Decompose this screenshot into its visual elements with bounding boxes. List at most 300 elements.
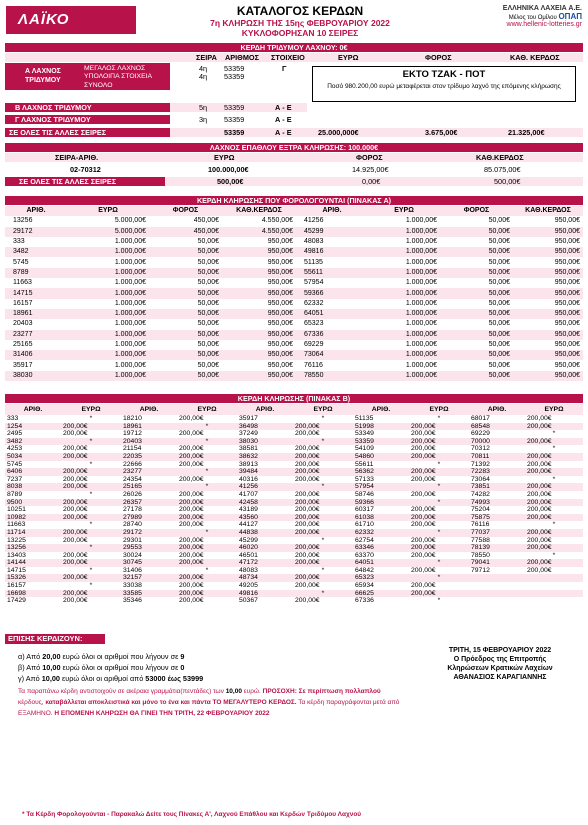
table-cell: 50,00€ <box>440 216 513 226</box>
table-cell: 51135 <box>296 257 368 267</box>
trio-bar: ΚΕΡΔΗ ΤΡΙΔΥΜΟΥ ΛΑΧΝΟΥ: 0€ <box>5 43 583 52</box>
table-cell: 17429 <box>5 597 61 605</box>
table-row <box>5 237 583 247</box>
table-cell: 75204 <box>469 506 525 514</box>
table-cell: 8789 <box>5 268 67 278</box>
table-cell: 13256 <box>5 544 61 552</box>
table-cell: * <box>293 415 353 423</box>
table-cell: 39484 <box>237 468 293 476</box>
table-cell: 200,00€ <box>525 423 583 431</box>
table-cell: 77588 <box>469 537 525 545</box>
table-cell: 200,00€ <box>61 468 121 476</box>
table-cell: 200,00€ <box>61 506 121 514</box>
table-cell: 200,00€ <box>409 552 469 560</box>
table-row <box>5 216 583 226</box>
table-cell: 4253 <box>5 445 61 453</box>
table-cell: 200,00€ <box>293 574 353 582</box>
table-cell: * <box>177 529 237 537</box>
table-cell: 21154 <box>121 445 177 453</box>
col-tax: ΦΟΡΟΣ <box>425 53 452 62</box>
a-series: 4η <box>199 64 208 73</box>
table-row <box>5 278 583 288</box>
table-cell: 41256 <box>296 216 368 226</box>
line-text: α) Από <box>18 652 43 661</box>
table-cell <box>525 590 583 598</box>
table-cell: 200,00€ <box>525 461 583 469</box>
table-cell: 1254 <box>5 423 61 431</box>
table-cell: 29301 <box>121 537 177 545</box>
table-cell: 33038 <box>121 582 177 590</box>
tableB-col: ΕΥΡΩ <box>409 404 469 415</box>
table-cell: 950,00€ <box>222 299 296 309</box>
table-row <box>5 268 583 278</box>
table-row <box>5 521 583 529</box>
tableB-col: ΕΥΡΩ <box>293 404 353 415</box>
table-cell: 68017 <box>469 415 525 423</box>
table-cell: 200,00€ <box>177 559 237 567</box>
table-cell: 200,00€ <box>61 453 121 461</box>
table-cell: 200,00€ <box>177 521 237 529</box>
table-cell: 950,00€ <box>513 299 583 309</box>
table-cell: 44127 <box>237 521 293 529</box>
note-text: Τα παραπάνω κέρδη αντιστοιχούν σε ακέραια γραμμάτια(πεντάδες) των <box>18 688 226 695</box>
table-cell: 11663 <box>5 521 61 529</box>
table-cell: 11714 <box>5 529 61 537</box>
table-cell: 1.000,00€ <box>368 257 440 267</box>
line-amount: 20,00 <box>42 652 61 661</box>
table-cell: 1.000,00€ <box>368 319 440 329</box>
table-cell: 1.000,00€ <box>368 299 440 309</box>
table-cell: 200,00€ <box>525 544 583 552</box>
table-cell: * <box>409 597 469 605</box>
table-cell: 62332 <box>353 529 409 537</box>
table-cell: 18961 <box>121 423 177 431</box>
table-cell: 13256 <box>5 216 67 226</box>
extra-col: ΕΥΡΩ <box>214 153 235 162</box>
table-cell: 50,00€ <box>440 227 513 237</box>
table-cell: 200,00€ <box>409 521 469 529</box>
tableB <box>5 404 583 605</box>
table-cell: 25165 <box>121 483 177 491</box>
table-cell: * <box>61 461 121 469</box>
table-cell: 450,00€ <box>149 227 222 237</box>
table-cell: 10251 <box>5 506 61 514</box>
table-row <box>5 445 583 453</box>
table-cell: 29172 <box>121 529 177 537</box>
table-row <box>5 360 583 370</box>
table-cell: 200,00€ <box>293 453 353 461</box>
table-cell: 50,00€ <box>149 319 222 329</box>
table-cell: * <box>61 491 121 499</box>
also-line <box>18 652 184 661</box>
table-cell: 5.000,00€ <box>67 216 149 226</box>
table-cell: 950,00€ <box>513 268 583 278</box>
table-cell: 50,00€ <box>149 350 222 360</box>
line-text: ευρώ όλοι οι αριθμοί που λήγουν σε <box>60 652 181 661</box>
table-cell: 69229 <box>469 430 525 438</box>
table-cell: 57954 <box>296 278 368 288</box>
table-cell: 46501 <box>237 552 293 560</box>
table-cell: 1.000,00€ <box>368 237 440 247</box>
table-cell: * <box>409 461 469 469</box>
table-cell: 49816 <box>237 590 293 598</box>
table-cell: * <box>61 415 121 423</box>
table-cell: 7237 <box>5 476 61 484</box>
table-cell: 19712 <box>121 430 177 438</box>
tableA-col: ΦΟΡΟΣ <box>440 206 513 216</box>
line-amount: 10,00 <box>42 663 61 672</box>
table-cell: 64051 <box>296 309 368 319</box>
trio-b-label: Β ΛΑΧΝΟΣ ΤΡΙΔΥΜΟΥ <box>5 103 170 112</box>
table-cell: 50,00€ <box>149 237 222 247</box>
table-cell: 33585 <box>121 590 177 598</box>
table-cell: 1.000,00€ <box>368 278 440 288</box>
tableA-col: ΕΥΡΩ <box>67 206 149 216</box>
table-cell: 950,00€ <box>222 288 296 298</box>
table-cell: 950,00€ <box>222 278 296 288</box>
table-cell: 950,00€ <box>513 288 583 298</box>
table-cell: 38030 <box>5 371 67 381</box>
trio-all-label: ΣΕ ΟΛΕΣ ΤΙΣ ΑΛΛΕΣ ΣΕΙΡΕΣ <box>5 128 170 137</box>
table-cell: * <box>525 552 583 560</box>
table-cell: 47172 <box>237 559 293 567</box>
table-cell: 950,00€ <box>513 237 583 247</box>
table-cell: 16157 <box>5 299 67 309</box>
table-cell: 950,00€ <box>513 371 583 381</box>
table-cell: 57954 <box>353 483 409 491</box>
table-cell: 950,00€ <box>222 360 296 370</box>
trio-c-label: Γ ΛΑΧΝΟΣ ΤΡΙΔΥΜΟΥ <box>5 115 170 124</box>
table-cell: 50,00€ <box>440 371 513 381</box>
table-cell: 77037 <box>469 529 525 537</box>
table-cell: 27178 <box>121 506 177 514</box>
table-cell: 62754 <box>353 537 409 545</box>
table-cell: 200,00€ <box>409 544 469 552</box>
table-row <box>5 506 583 514</box>
table-cell: 28740 <box>121 521 177 529</box>
table-cell: 45299 <box>296 227 368 237</box>
table-cell: 49816 <box>296 247 368 257</box>
table-cell: 200,00€ <box>293 445 353 453</box>
opap-logo: ΟΠΑΠ <box>558 12 582 21</box>
table-cell: 3482 <box>5 438 61 446</box>
table-cell: 50,00€ <box>149 278 222 288</box>
table-cell: 25165 <box>5 340 67 350</box>
brand-group <box>452 12 582 21</box>
table-row <box>5 544 583 552</box>
table-cell: 50,00€ <box>440 360 513 370</box>
table-cell: 41707 <box>237 491 293 499</box>
note-warning: ΠΡΟΣΟΧΗ: Σε περίπτωση πολλαπλού <box>262 688 381 695</box>
table-cell: 1.000,00€ <box>368 350 440 360</box>
table-cell: 56362 <box>353 468 409 476</box>
table-cell: 50,00€ <box>149 288 222 298</box>
table-row <box>5 590 583 598</box>
table-cell: 27989 <box>121 514 177 522</box>
table-cell: 1.000,00€ <box>67 350 149 360</box>
table-cell: 42458 <box>237 499 293 507</box>
table-cell: 8789 <box>5 491 61 499</box>
table-cell: 1.000,00€ <box>67 340 149 350</box>
note-text: ΕΞΑΜΗΝΟ. <box>18 710 55 717</box>
table-row <box>5 529 583 537</box>
table-cell: 200,00€ <box>293 506 353 514</box>
note-text: Τα κέρδη παραγράφονται μετά από <box>296 699 400 706</box>
table-cell: 48083 <box>237 567 293 575</box>
table-cell: 67336 <box>296 330 368 340</box>
table-cell: 50,00€ <box>440 340 513 350</box>
table-cell: 74282 <box>469 491 525 499</box>
extra-euro: 100.000,00€ <box>208 165 249 174</box>
next-draw-notice: Η ΕΠΟΜΕΝΗ ΚΛΗΡΩΣΗ ΘΑ ΓΙΝΕΙ ΤΗΝ ΤΡΙΤΗ, 22 ΦΕΒΡΟΥΑΡΙΟΥ 2022 <box>54 710 270 717</box>
table-cell: 40316 <box>237 476 293 484</box>
line-text: γ) Από <box>18 674 42 683</box>
table-cell: 200,00€ <box>525 491 583 499</box>
table-cell: 200,00€ <box>177 590 237 598</box>
table-cell: 200,00€ <box>409 582 469 590</box>
table-cell: 32157 <box>121 574 177 582</box>
table-cell: * <box>525 445 583 453</box>
table-cell: 20403 <box>121 438 177 446</box>
tableA-col: ΕΥΡΩ <box>368 206 440 216</box>
table-cell: 22035 <box>121 453 177 461</box>
tableB-col: ΕΥΡΩ <box>525 404 583 415</box>
table-cell: 950,00€ <box>513 257 583 267</box>
table-cell: 1.000,00€ <box>368 268 440 278</box>
line-condition: 0 <box>180 663 185 672</box>
table-cell: 4.550,00€ <box>222 216 296 226</box>
table-cell: 200,00€ <box>409 590 469 598</box>
table-cell: 200,00€ <box>61 499 121 507</box>
table-row <box>5 567 583 575</box>
table-cell: 5745 <box>5 257 67 267</box>
table-cell: 72283 <box>469 468 525 476</box>
table-cell: 200,00€ <box>293 521 353 529</box>
note-line <box>18 699 399 706</box>
extra-tax: 14.925,00€ <box>352 165 389 174</box>
table-cell: 200,00€ <box>177 514 237 522</box>
table-cell: 22666 <box>121 461 177 469</box>
extra-net: 85.075,00€ <box>484 165 521 174</box>
table-cell: * <box>525 430 583 438</box>
table-cell: 1.000,00€ <box>368 330 440 340</box>
table-cell: 43560 <box>237 514 293 522</box>
table-cell: 63346 <box>353 544 409 552</box>
table-cell: 200,00€ <box>177 544 237 552</box>
table-cell: 1.000,00€ <box>67 360 149 370</box>
extra-all-tax: 0,00€ <box>362 177 381 186</box>
table-row <box>5 415 583 423</box>
table-cell: 50367 <box>237 597 293 605</box>
sign-role: Ο Πρόεδρος της Επιτροπής <box>453 656 547 663</box>
jackpot-title: ΕΚΤΟ ΤΖΑΚ - ΠΟΤ <box>402 69 486 80</box>
table-cell: 200,00€ <box>409 491 469 499</box>
table-cell: 1.000,00€ <box>368 371 440 381</box>
table-cell: 50,00€ <box>149 340 222 350</box>
table-cell: 50,00€ <box>440 350 513 360</box>
tableA-bar: ΚΕΡΔΗ ΚΛΗΡΩΣΗΣ ΠΟΥ ΦΟΡΟΛΟΓΟΥΝΤΑΙ (ΠΙΝΑΚΑΣ Α) <box>5 196 583 205</box>
table-cell: * <box>293 590 353 598</box>
table-cell: 38581 <box>237 445 293 453</box>
tableB-col: ΕΥΡΩ <box>61 404 121 415</box>
table-cell: 29553 <box>121 544 177 552</box>
table-cell: 50,00€ <box>149 330 222 340</box>
table-row <box>5 330 583 340</box>
table-cell: 200,00€ <box>409 506 469 514</box>
table-cell: 26026 <box>121 491 177 499</box>
table-row <box>5 438 583 446</box>
note-line <box>18 688 381 695</box>
table-cell: 70312 <box>469 445 525 453</box>
table-cell: 200,00€ <box>177 582 237 590</box>
table-cell: 1.000,00€ <box>67 288 149 298</box>
table-cell: 200,00€ <box>61 590 121 598</box>
table-cell: 1.000,00€ <box>368 309 440 319</box>
tableA-col: ΚΑΘ.ΚΕΡΔΟΣ <box>513 206 583 216</box>
table-cell: 64842 <box>353 567 409 575</box>
table-cell: 1.000,00€ <box>368 360 440 370</box>
table-cell: 55611 <box>353 461 409 469</box>
table-cell: 200,00€ <box>293 514 353 522</box>
a-number: 53359 <box>224 64 245 73</box>
table-cell: 53349 <box>353 430 409 438</box>
table-cell: 78139 <box>469 544 525 552</box>
table-cell: 66625 <box>353 590 409 598</box>
table-cell: 67336 <box>353 597 409 605</box>
table-cell: 60317 <box>353 506 409 514</box>
table-cell: 200,00€ <box>293 461 353 469</box>
table-cell: * <box>293 537 353 545</box>
table-cell: * <box>293 567 353 575</box>
table-cell: 78550 <box>469 552 525 560</box>
table-cell: 37249 <box>237 430 293 438</box>
table-cell: 35917 <box>237 415 293 423</box>
table-row <box>5 499 583 507</box>
table-cell: * <box>61 567 121 575</box>
line-condition: 53000 έως 53999 <box>145 674 204 683</box>
table-cell: 45299 <box>237 537 293 545</box>
table-row <box>5 514 583 522</box>
table-cell: * <box>61 544 121 552</box>
table-cell: 200,00€ <box>525 506 583 514</box>
table-cell: 200,00€ <box>177 499 237 507</box>
table-cell: 200,00€ <box>409 423 469 431</box>
table-cell: 11663 <box>5 278 67 288</box>
b-number: 53359 <box>224 103 245 112</box>
table-cell: 200,00€ <box>61 529 121 537</box>
table-cell: 20403 <box>5 319 67 329</box>
table-cell: 48083 <box>296 237 368 247</box>
table-cell: 48734 <box>237 574 293 582</box>
table-cell: 200,00€ <box>293 582 353 590</box>
table-cell: 333 <box>5 415 61 423</box>
table-cell: 55611 <box>296 268 368 278</box>
table-row <box>5 227 583 237</box>
b-series: 5η <box>199 103 208 112</box>
extra-all-label: ΣΕ ΟΛΕΣ ΤΙΣ ΑΛΛΕΣ ΣΕΙΡΕΣ <box>5 177 165 186</box>
page-title: ΚΑΤΑΛΟΓΟΣ ΚΕΡΔΩΝ <box>236 4 364 18</box>
table-cell: 1.000,00€ <box>67 237 149 247</box>
note-text: κέρδους, <box>18 699 46 706</box>
tableB-col: ΑΡΙΘ. <box>5 404 61 415</box>
tableA-col: ΚΑΘ.ΚΕΡΔΟΣ <box>222 206 296 216</box>
table-cell: 200,00€ <box>409 430 469 438</box>
table-row <box>5 597 583 605</box>
all-element: Α - Ε <box>275 128 292 137</box>
table-cell: 200,00€ <box>525 453 583 461</box>
sign-committee: Κληρώσεων Κρατικών Λαχείων <box>447 665 553 672</box>
tableA-col: ΦΟΡΟΣ <box>149 206 222 216</box>
table-cell: 200,00€ <box>525 415 583 423</box>
brand-url[interactable]: www.hellenic-lotteries.gr <box>506 21 582 28</box>
table-cell: * <box>409 529 469 537</box>
page-header <box>160 4 440 38</box>
table-cell: 30745 <box>121 559 177 567</box>
col-net: ΚΑΘ. ΚΕΡΔΟΣ <box>510 53 560 62</box>
table-cell: 950,00€ <box>513 309 583 319</box>
table-cell: * <box>177 468 237 476</box>
table-cell: 50,00€ <box>440 247 513 257</box>
table-cell: 950,00€ <box>513 216 583 226</box>
table-cell: 1.000,00€ <box>368 216 440 226</box>
table-row <box>5 483 583 491</box>
signature-block <box>420 646 580 682</box>
table-cell: 36498 <box>237 423 293 431</box>
table-row <box>5 559 583 567</box>
table-cell: 200,00€ <box>61 597 121 605</box>
a-series: 4η <box>199 72 208 81</box>
table-cell: 23277 <box>5 330 67 340</box>
table-cell: 200,00€ <box>61 514 121 522</box>
table-row <box>5 574 583 582</box>
table-cell: 1.000,00€ <box>67 278 149 288</box>
table-cell: 200,00€ <box>525 468 583 476</box>
table-cell: 51998 <box>353 423 409 431</box>
table-row <box>5 491 583 499</box>
table-cell: 1.000,00€ <box>368 288 440 298</box>
tableB-col: ΑΡΙΘ. <box>121 404 177 415</box>
note-line <box>18 710 270 717</box>
table-row <box>5 423 583 431</box>
table-cell: 65934 <box>353 582 409 590</box>
table-cell: 950,00€ <box>513 330 583 340</box>
table-cell: 200,00€ <box>525 529 583 537</box>
table-cell: 200,00€ <box>177 552 237 560</box>
table-cell: 73064 <box>469 476 525 484</box>
table-cell: 200,00€ <box>293 529 353 537</box>
table-row <box>5 247 583 257</box>
table-cell: 50,00€ <box>440 278 513 288</box>
table-cell: 13225 <box>5 537 61 545</box>
a-row-label: ΜΕΓΑΛΟΣ ΛΑΧΝΟΣ <box>84 65 146 72</box>
trio-a-label: Α ΛΑΧΝΟΣ ΤΡΙΔΥΜΟΥ <box>5 63 82 90</box>
table-cell: 200,00€ <box>61 483 121 491</box>
table-cell: 9500 <box>5 499 61 507</box>
table-cell: 950,00€ <box>513 360 583 370</box>
table-cell: 50,00€ <box>440 268 513 278</box>
table-cell: 50,00€ <box>440 288 513 298</box>
table-cell: 35917 <box>5 360 67 370</box>
table-cell: 59366 <box>353 499 409 507</box>
table-cell: 200,00€ <box>61 430 121 438</box>
brand-block <box>452 5 582 28</box>
tableA-col: ΑΡΙΘ. <box>296 206 368 216</box>
table-cell: 16157 <box>5 582 61 590</box>
table-cell: 950,00€ <box>222 237 296 247</box>
table-cell: 78550 <box>296 371 368 381</box>
table-cell: 200,00€ <box>177 415 237 423</box>
table-cell: 200,00€ <box>177 453 237 461</box>
